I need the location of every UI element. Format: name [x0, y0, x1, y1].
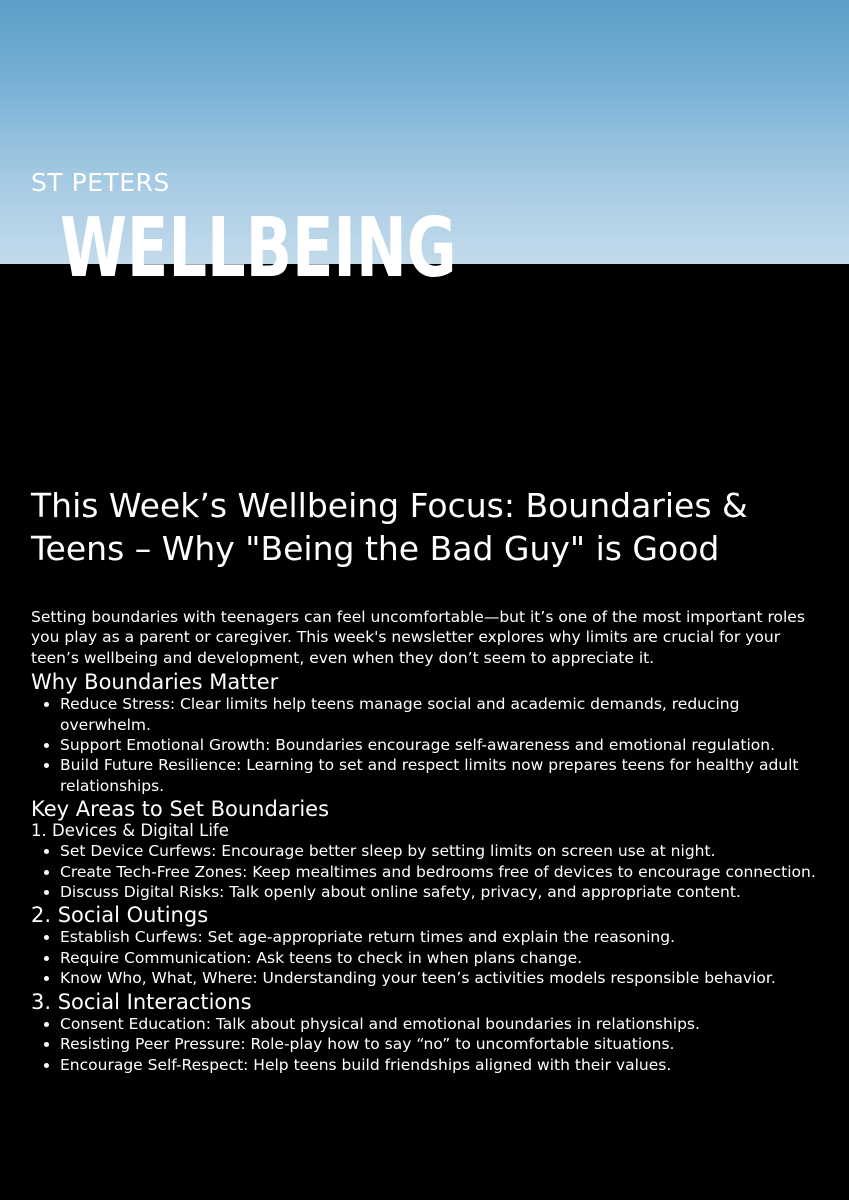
interactions-list — [31, 1014, 821, 1075]
list-item: • Build Future Resilience: Learning to set and respect limits now prepares teens for healthy adult relationships. — [60, 755, 821, 796]
list-item: • Resisting Peer Pressure: Role-play how to say “no” to uncomfortable situations. — [60, 1034, 821, 1054]
list-item: • Encourage Self-Respect: Help teens build friendships aligned with their values. — [60, 1055, 821, 1075]
key-areas-heading: Key Areas to Set Boundaries — [31, 797, 330, 822]
why-heading: Why Boundaries Matter — [31, 670, 279, 695]
list-item: • Consent Education: Talk about physical and emotional boundaries in relationships. — [60, 1014, 821, 1034]
page-title: This Week’s Wellbeing Focus: Boundaries & Teens – Why "Being the Bad Guy" is Good — [31, 486, 748, 568]
devices-list — [31, 841, 821, 902]
list-item: • Create Tech-Free Zones: Keep mealtimes and bedrooms free of devices to encourage connection. — [60, 862, 821, 882]
list-item: • Require Communication: Ask teens to check in when plans change. — [60, 948, 821, 968]
list-item: • Discuss Digital Risks: Talk openly about online safety, privacy, and appropriate content. — [60, 882, 821, 902]
section-heading-interactions: 3. Social Interactions — [31, 989, 252, 1014]
list-item: • Reduce Stress: Clear limits help teens manage social and academic demands, reducing overwhelm. — [60, 694, 821, 735]
article-body — [31, 607, 821, 1076]
school-name: ST PETERS — [31, 168, 170, 197]
list-item: • Set Device Curfews: Encourage better sleep by setting limits on screen use at night. — [60, 841, 821, 861]
section-heading-outings: 2. Social Outings — [31, 903, 209, 928]
brand-title: WELLBEING — [60, 201, 457, 296]
why-list — [31, 694, 821, 796]
intro-paragraph: Setting boundaries with teenagers can feel uncomfortable—but it’s one of the most important roles you play as a parent or caregiver. This week's newsletter explores why limits are crucial for your teen’s wellbeing and development, even when they don’t seem to appreciate it. — [31, 608, 805, 667]
list-item: • Establish Curfews: Set age-appropriate return times and explain the reasoning. — [60, 927, 821, 947]
list-item: • Know Who, What, Where: Understanding your teen’s activities models responsible behavior. — [60, 968, 821, 988]
outings-list — [31, 927, 821, 988]
list-item: • Support Emotional Growth: Boundaries encourage self-awareness and emotional regulation. — [60, 735, 821, 755]
section-heading-devices: 1. Devices & Digital Life — [31, 821, 229, 841]
